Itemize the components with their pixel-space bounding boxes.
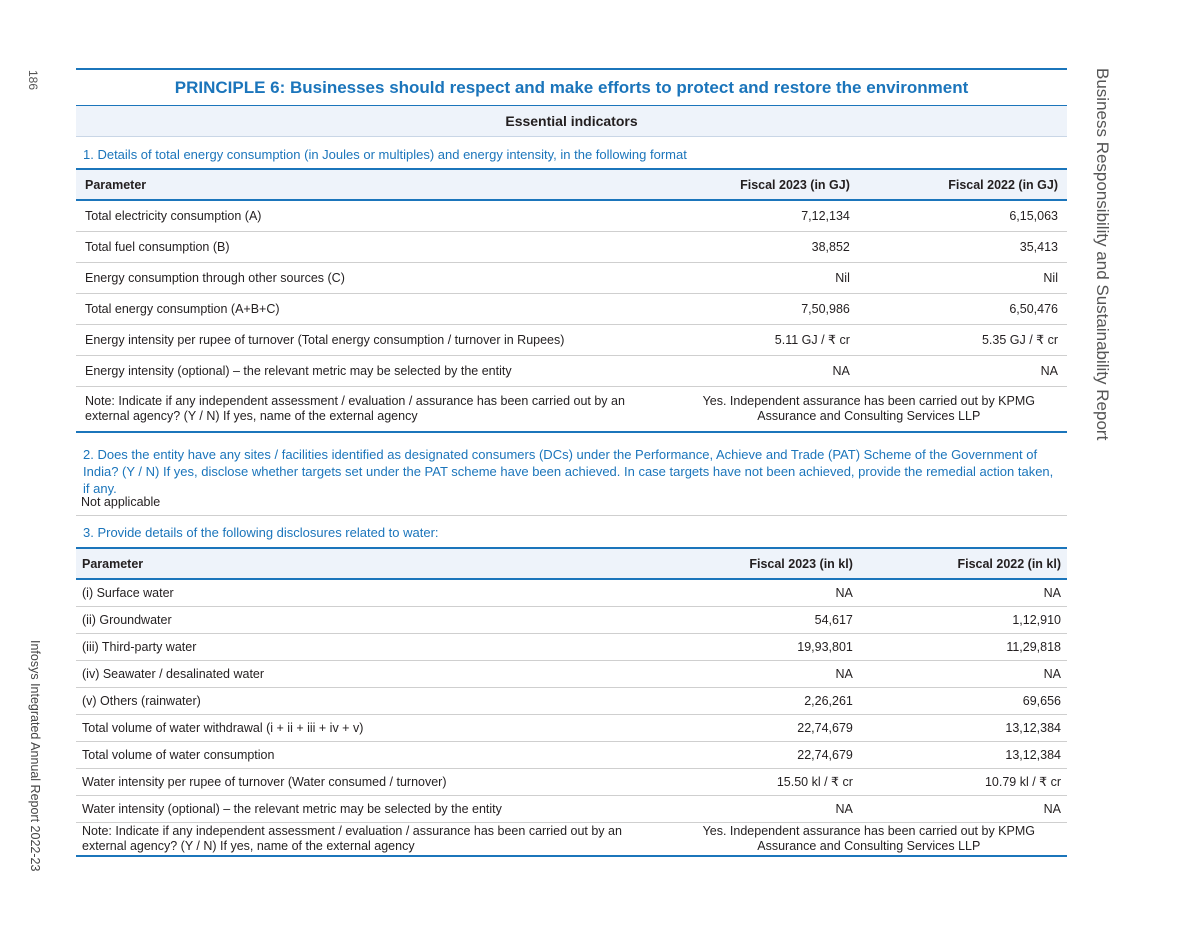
table-row [76,741,1067,768]
table-row [76,768,1067,795]
row-fiscal-2022: 13,12,384 [859,741,1067,768]
row-parameter: (iii) Third-party water [76,633,671,660]
assurance-note-value: Yes. Independent assurance has been carried out by KPMG Assurance and Consulting Services LLP [671,822,1067,856]
row-fiscal-2022: 6,50,476 [859,293,1067,324]
row-fiscal-2023: 38,852 [671,231,859,262]
row-fiscal-2023: 5.11 GJ / ₹ cr [671,324,859,355]
table-row [76,262,1067,293]
assurance-note-label: Note: Indicate if any independent assessment / evaluation / assurance has been carried out by an external agency? (Y / N) If yes, name of the external agency [76,822,671,856]
table-row [76,579,1067,606]
table-row [76,200,1067,231]
row-fiscal-2022: NA [859,660,1067,687]
row-fiscal-2023: Nil [671,262,859,293]
page-number: 186 [26,70,40,91]
table-row [76,231,1067,262]
row-fiscal-2022: NA [859,579,1067,606]
row-fiscal-2023: 19,93,801 [671,633,859,660]
row-fiscal-2023: 22,74,679 [671,741,859,768]
row-fiscal-2022: NA [859,795,1067,822]
column-header-fiscal-2022: Fiscal 2022 (in GJ) [859,169,1067,200]
row-parameter: Energy consumption through other sources (C) [76,262,671,293]
row-fiscal-2022: 11,29,818 [859,633,1067,660]
row-fiscal-2022: 1,12,910 [859,606,1067,633]
energy-table [76,168,1067,433]
row-fiscal-2023: 7,50,986 [671,293,859,324]
table-row [76,633,1067,660]
table-header-row [76,169,1067,200]
row-fiscal-2022: Nil [859,262,1067,293]
row-fiscal-2022: 10.79 kl / ₹ cr [859,768,1067,795]
question-2: 2. Does the entity have any sites / facilities identified as designated consumers (DCs) under the Performance, Achieve and Trade (PAT) Scheme of the Government of India? (Y / N) If yes, disclose whether targets set under the PAT scheme have been achieved. In case targets have not been achieved, provide the remedial action taken, if any. [83,447,1054,496]
row-fiscal-2023: 2,26,261 [671,687,859,714]
question-1: 1. Details of total energy consumption (in Joules or multiples) and energy intensity, in the following format [83,147,687,162]
report-title-side: Infosys Integrated Annual Report 2022-23 [28,640,42,872]
row-fiscal-2023: NA [671,795,859,822]
table-row [76,606,1067,633]
table-row [76,687,1067,714]
row-parameter: Total fuel consumption (B) [76,231,671,262]
column-header-parameter: Parameter [76,169,671,200]
principle-title: PRINCIPLE 6: Businesses should respect and make efforts to protect and restore the environment [76,68,1067,105]
row-parameter: (ii) Groundwater [76,606,671,633]
row-fiscal-2022: 13,12,384 [859,714,1067,741]
row-fiscal-2022: 35,413 [859,231,1067,262]
row-fiscal-2022: 5.35 GJ / ₹ cr [859,324,1067,355]
assurance-note-row [76,386,1067,432]
column-header-fiscal-2022: Fiscal 2022 (in kl) [859,548,1067,579]
water-table [76,547,1067,857]
table-header-row [76,548,1067,579]
row-fiscal-2023: NA [671,579,859,606]
row-parameter: Energy intensity (optional) – the relevant metric may be selected by the entity [76,355,671,386]
row-parameter: Water intensity (optional) – the relevant metric may be selected by the entity [76,795,671,822]
question-3: 3. Provide details of the following disclosures related to water: [83,525,439,540]
row-fiscal-2023: 15.50 kl / ₹ cr [671,768,859,795]
row-parameter: Total energy consumption (A+B+C) [76,293,671,324]
table-row [76,795,1067,822]
row-fiscal-2023: NA [671,660,859,687]
question-2-answer: Not applicable [76,491,1067,516]
page-content [76,68,1067,857]
row-fiscal-2023: NA [671,355,859,386]
row-fiscal-2023: 7,12,134 [671,200,859,231]
table-row [76,660,1067,687]
assurance-note-value: Yes. Independent assurance has been carried out by KPMG Assurance and Consulting Services LLP [671,386,1067,432]
row-fiscal-2022: 6,15,063 [859,200,1067,231]
row-parameter: Total volume of water withdrawal (i + ii + iii + iv + v) [76,714,671,741]
table-row [76,714,1067,741]
table-row [76,293,1067,324]
row-parameter: Total electricity consumption (A) [76,200,671,231]
table-row [76,355,1067,386]
row-parameter: Water intensity per rupee of turnover (Water consumed / turnover) [76,768,671,795]
row-parameter: Energy intensity per rupee of turnover (Total energy consumption / turnover in Rupees) [76,324,671,355]
column-header-parameter: Parameter [76,548,671,579]
section-title-side: Business Responsibility and Sustainability Report [1093,68,1112,441]
column-header-fiscal-2023: Fiscal 2023 (in kl) [671,548,859,579]
row-fiscal-2023: 22,74,679 [671,714,859,741]
table-row [76,324,1067,355]
row-fiscal-2023: 54,617 [671,606,859,633]
row-parameter: Total volume of water consumption [76,741,671,768]
essential-indicators-heading: Essential indicators [76,105,1067,137]
row-parameter: (i) Surface water [76,579,671,606]
row-parameter: (iv) Seawater / desalinated water [76,660,671,687]
row-fiscal-2022: NA [859,355,1067,386]
assurance-note-row [76,822,1067,856]
assurance-note-label: Note: Indicate if any independent assessment / evaluation / assurance has been carried out by an external agency? (Y / N) If yes, name of the external agency [76,386,671,432]
row-parameter: (v) Others (rainwater) [76,687,671,714]
row-fiscal-2022: 69,656 [859,687,1067,714]
column-header-fiscal-2023: Fiscal 2023 (in GJ) [671,169,859,200]
